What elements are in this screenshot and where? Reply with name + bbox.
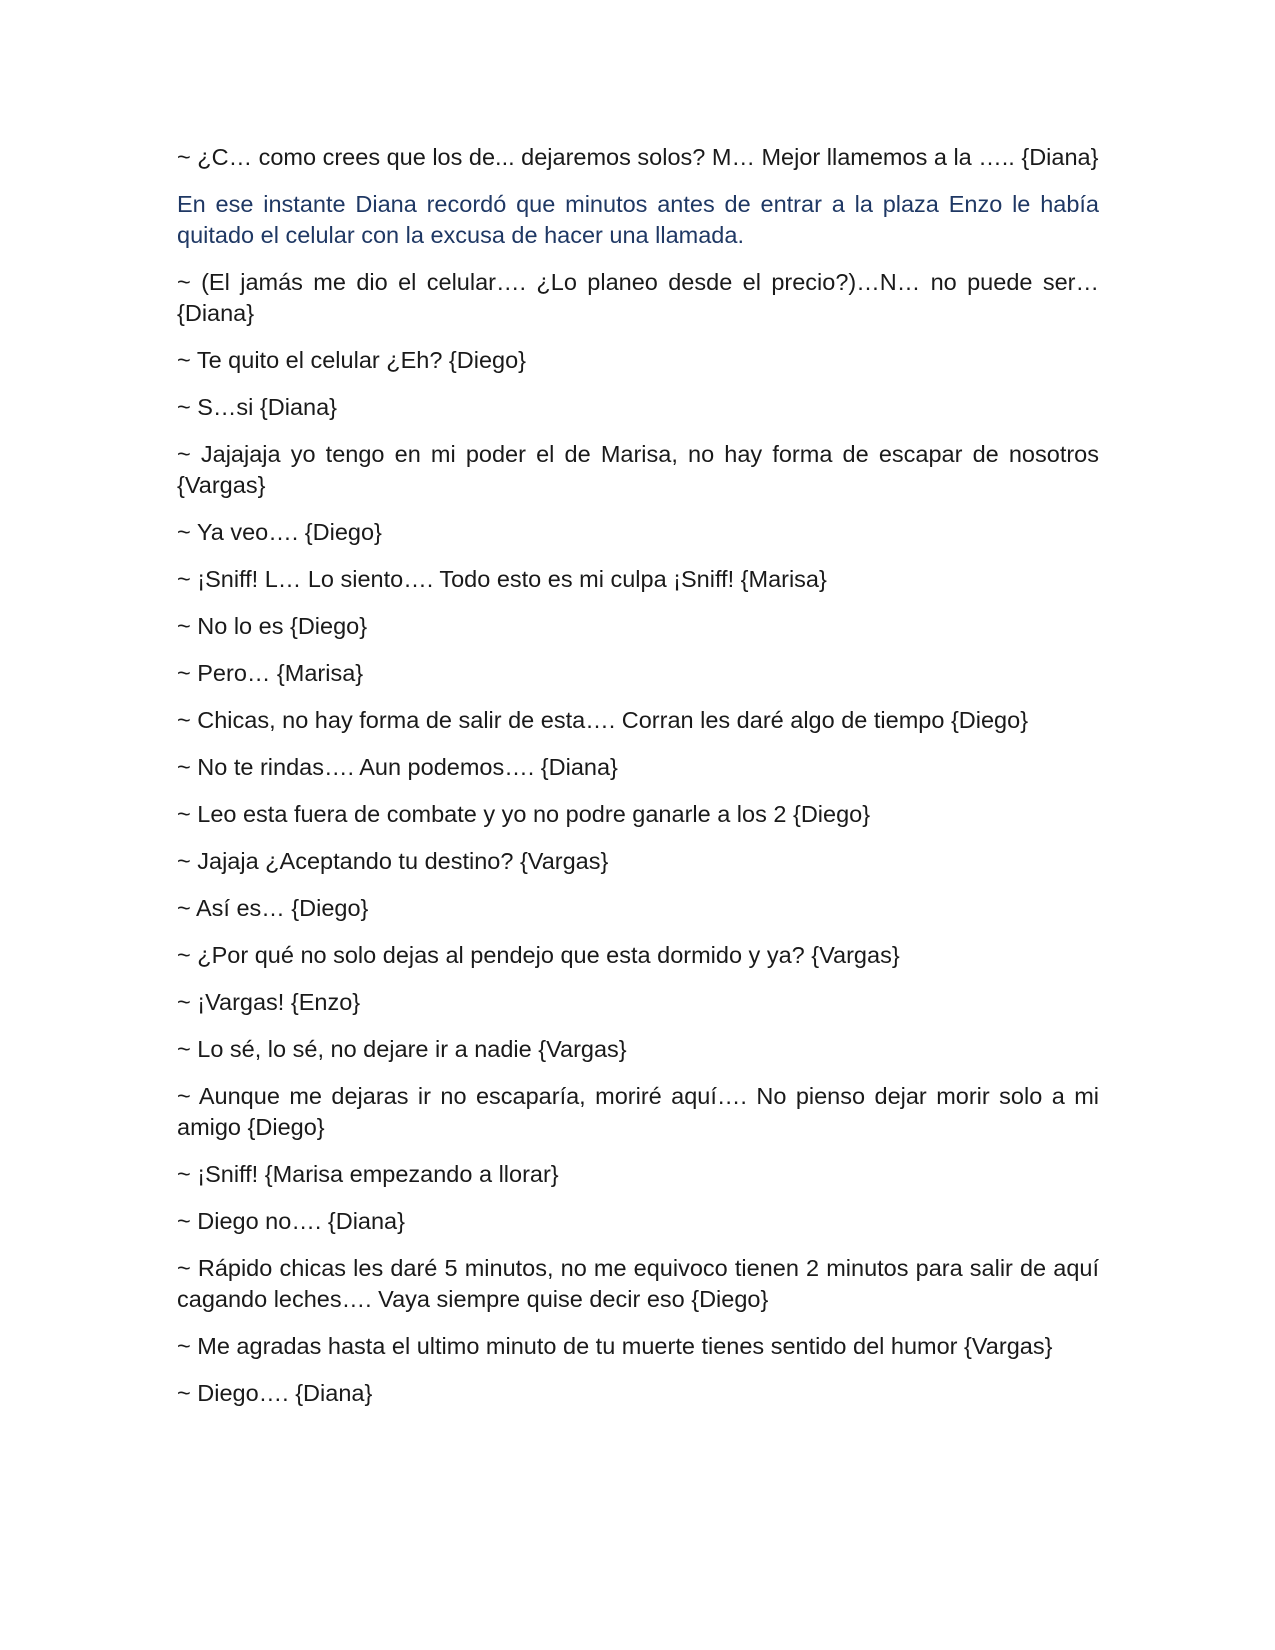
dialogue-line: ~ Rápido chicas les daré 5 minutos, no me equivoco tienen 2 minutos para salir de aquí cagando leches…. Vaya siempre quise decir eso {Diego} (177, 1255, 1099, 1312)
dialogue-line: ~ Diego…. {Diana} (177, 1380, 373, 1406)
dialogue-line: ~ (El jamás me dio el celular…. ¿Lo planeo desde el precio?)…N… no puede ser… {Diana} (177, 269, 1099, 326)
dialogue-line: ~ No lo es {Diego} (177, 613, 368, 639)
dialogue-line: ~ ¡Vargas! {Enzo} (177, 989, 361, 1015)
dialogue-line: ~ Diego no…. {Diana} (177, 1208, 405, 1234)
dialogue-line: ~ Te quito el celular ¿Eh? {Diego} (177, 347, 527, 373)
dialogue-line: ~ Me agradas hasta el ultimo minuto de tu muerte tienes sentido del humor {Vargas} (177, 1333, 1053, 1359)
dialogue-line: ~ S…si {Diana} (177, 394, 338, 420)
dialogue-line: ~ ¿C… como crees que los de... dejaremos solos? M… Mejor llamemos a la ….. {Diana} (177, 144, 1099, 170)
dialogue-line: ~ No te rindas…. Aun podemos…. {Diana} (177, 754, 618, 780)
dialogue-line: ~ ¿Por qué no solo dejas al pendejo que esta dormido y ya? {Vargas} (177, 942, 900, 968)
dialogue-line: ~ Chicas, no hay forma de salir de esta…. Corran les daré algo de tiempo {Diego} (177, 707, 1029, 733)
dialogue-line: ~ Pero… {Marisa} (177, 660, 364, 686)
dialogue-line: ~ Jajaja ¿Aceptando tu destino? {Vargas} (177, 848, 609, 874)
dialogue-line: ~ Jajajaja yo tengo en mi poder el de Marisa, no hay forma de escapar de nosotros {Vargas} (177, 441, 1099, 498)
dialogue-line: ~ ¡Sniff! L… Lo siento…. Todo esto es mi culpa ¡Sniff! {Marisa} (177, 566, 827, 592)
dialogue-line: ~ Aunque me dejaras ir no escaparía, moriré aquí…. No pienso dejar morir solo a mi amigo {Diego} (177, 1083, 1099, 1140)
dialogue-line: ~ Ya veo…. {Diego} (177, 519, 382, 545)
dialogue-line: ~ Leo esta fuera de combate y yo no podre ganarle a los 2 {Diego} (177, 801, 871, 827)
dialogue-line: ~ Lo sé, lo sé, no dejare ir a nadie {Vargas} (177, 1036, 627, 1062)
document-body (177, 142, 1099, 1425)
dialogue-line: ~ ¡Sniff! {Marisa empezando a llorar} (177, 1161, 559, 1187)
dialogue-line: ~ Así es… {Diego} (177, 895, 369, 921)
narration-paragraph: En ese instante Diana recordó que minutos antes de entrar a la plaza Enzo le había quitado el celular con la excusa de hacer una llamada. (177, 191, 1099, 248)
